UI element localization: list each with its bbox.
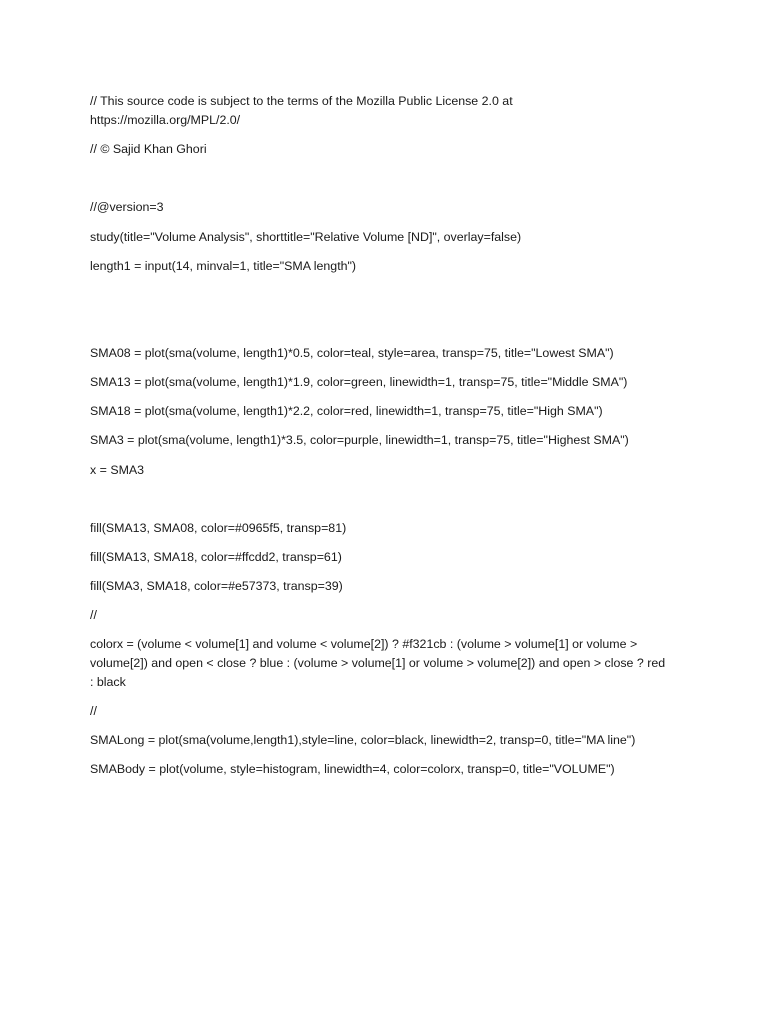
sma3-line: SMA3 = plot(sma(volume, length1)*3.5, color=purple, linewidth=1, transp=75, title="Highest SMA") [90,433,629,447]
sma18-line: SMA18 = plot(sma(volume, length1)*2.2, color=red, linewidth=1, transp=75, title="High SMA") [90,404,603,418]
colorx-line: colorx = (volume < volume[1] and volume < volume[2]) ? #f321cb : (volume > volume[1] or volume > volume[2]) and open < close ? blue : (volume > volume[1] or volume > volume[2]) and open > close ? red : black [90,637,666,689]
copyright-comment: // © Sajid Khan Ghori [90,142,207,156]
fill-line-3: fill(SMA3, SMA18, color=#e57373, transp=39) [90,579,343,593]
version-line: //@version=3 [90,200,164,214]
fill-line-1: fill(SMA13, SMA08, color=#0965f5, transp=81) [90,521,347,535]
comment-separator-2: // [90,704,97,718]
sma08-line: SMA08 = plot(sma(volume, length1)*0.5, color=teal, style=area, transp=75, title="Lowest SMA") [90,346,614,360]
study-line: study(title="Volume Analysis", shorttitle="Relative Volume [ND]", overlay=false) [90,230,522,244]
comment-separator-1: // [90,608,97,622]
fill-line-2: fill(SMA13, SMA18, color=#ffcdd2, transp=61) [90,550,342,564]
smabody-line: SMABody = plot(volume, style=histogram, linewidth=4, color=colorx, transp=0, title="VOLUME") [90,762,615,776]
license-comment: // This source code is subject to the terms of the Mozilla Public License 2.0 at https://mozilla.org/MPL/2.0/ [90,94,513,127]
length-input-line: length1 = input(14, minval=1, title="SMA length") [90,259,357,273]
sma13-line: SMA13 = plot(sma(volume, length1)*1.9, color=green, linewidth=1, transp=75, title="Middle SMA") [90,375,628,389]
smalong-line: SMALong = plot(sma(volume,length1),style=line, color=black, linewidth=2, transp=0, title="MA line") [90,733,636,747]
x-assign-line: x = SMA3 [90,463,145,477]
